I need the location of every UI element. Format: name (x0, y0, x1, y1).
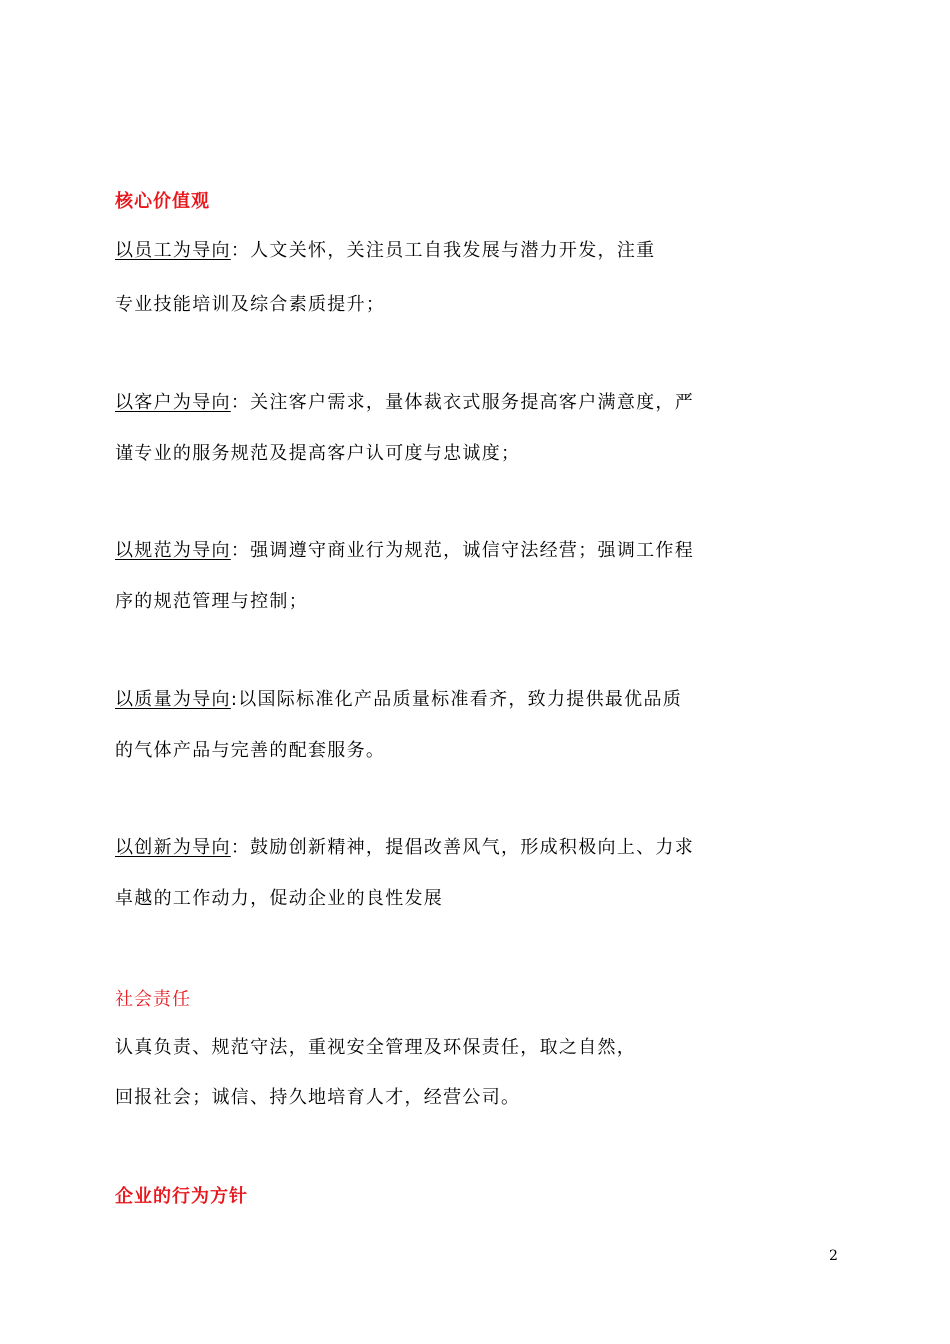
value-item-employee-line1 (115, 236, 655, 262)
social-responsibility-line2: 回报社会；诚信、持久地培育人才，经营公司。 (115, 1087, 521, 1108)
value-sep: : (230, 689, 239, 710)
value-sep: ： (230, 540, 251, 561)
value-label-innovation: 以创新为导向 (115, 837, 231, 858)
social-responsibility-heading: 社会责任 (115, 989, 191, 1010)
value-item-standards-line2: 序的规范管理与控制； (115, 591, 308, 612)
value-item-employee-line2: 专业技能培训及综合素质提升； (115, 294, 386, 315)
value-item-customer-line2: 谨专业的服务规范及提高客户认可度与忠诚度； (115, 443, 521, 464)
value-item-standards-line1 (115, 536, 694, 562)
social-responsibility-line1: 认真负责、规范守法，重视安全管理及环保责任，取之自然， (115, 1037, 637, 1058)
value-label-standards: 以规范为导向 (115, 540, 231, 561)
value-item-innovation-line2: 卓越的工作动力，促动企业的良性发展 (115, 888, 444, 909)
value-text: 人文关怀，关注员工自我发展与潜力开发，注重 (250, 240, 656, 261)
value-text: 强调遵守商业行为规范，诚信守法经营；强调工作程 (250, 540, 695, 561)
value-label-quality: 以质量为导向 (115, 689, 231, 710)
value-item-innovation-line1 (115, 833, 694, 859)
value-sep: ： (230, 392, 251, 413)
value-text: 关注客户需求，量体裁衣式服务提高客户满意度，严 (250, 392, 695, 413)
value-text: 鼓励创新精神，提倡改善风气，形成积极向上、力求 (250, 837, 695, 858)
value-item-quality-line1 (115, 685, 682, 711)
behavior-policy-heading: 企业的行为方针 (115, 1186, 248, 1207)
value-label-employee: 以员工为导向 (115, 240, 231, 261)
page-number: 2 (829, 1248, 838, 1264)
core-values-heading (115, 187, 210, 213)
value-item-customer-line1 (115, 388, 694, 414)
value-text: 以国际标准化产品质量标准看齐，致力提供最优品质 (238, 689, 683, 710)
core-values-title: 核心价值观 (115, 191, 210, 212)
value-item-quality-line2: 的气体产品与完善的配套服务。 (115, 740, 386, 761)
value-sep: ： (230, 837, 251, 858)
value-sep: ： (230, 240, 251, 261)
value-label-customer: 以客户为导向 (115, 392, 231, 413)
